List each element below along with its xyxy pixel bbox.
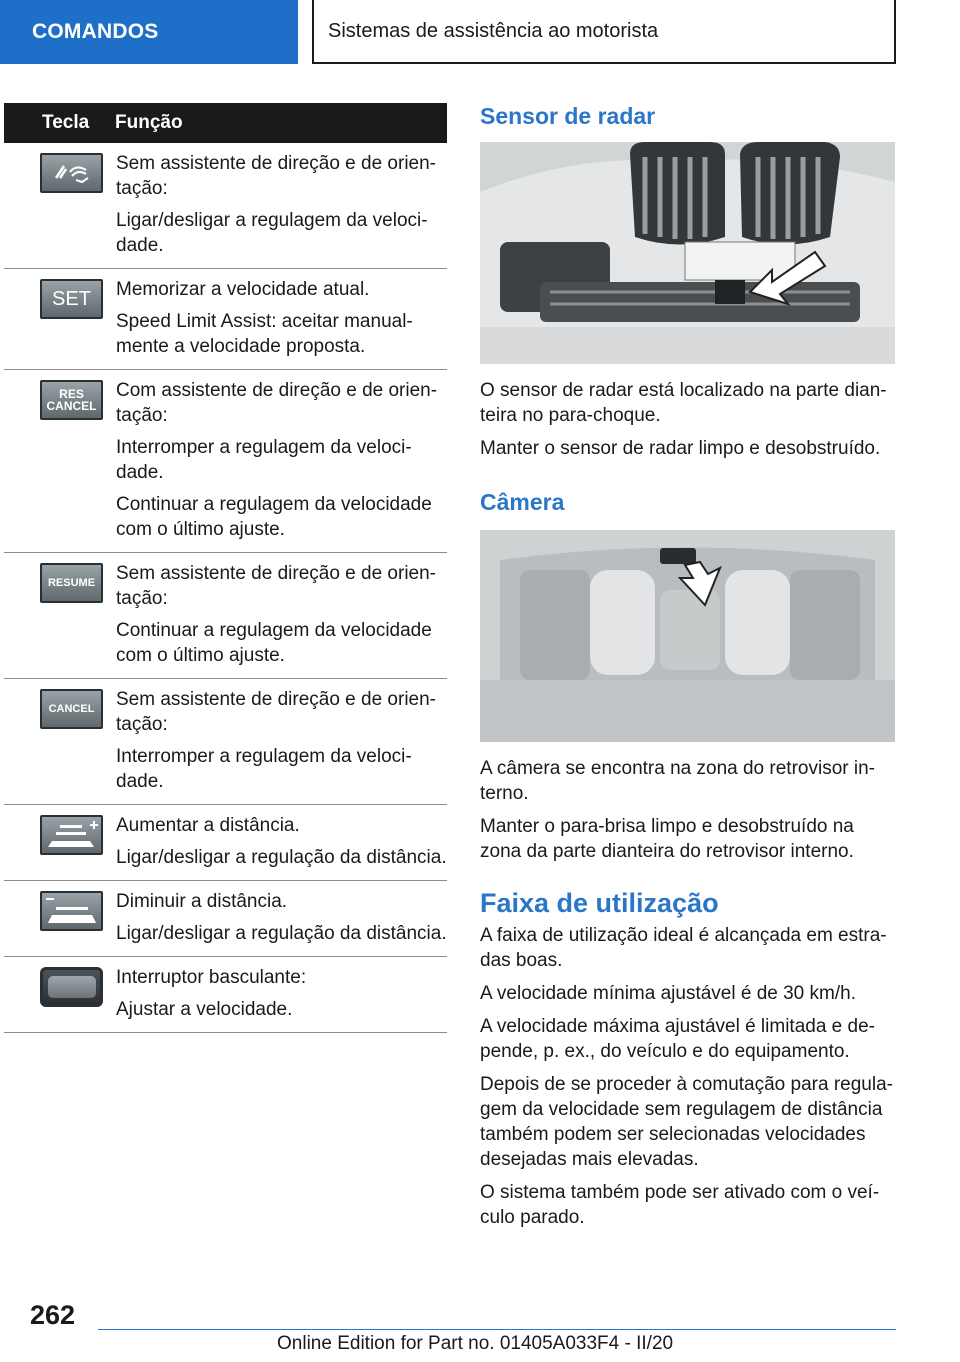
table-row: [4, 881, 447, 957]
distance-increase-icon: [40, 815, 103, 855]
distance-decrease-icon: [40, 891, 103, 931]
row-text: Diminuir a distância.: [116, 891, 288, 912]
cancel-label: CANCEL: [46, 399, 97, 413]
set-button: SET: [40, 279, 103, 319]
table-row: [4, 957, 447, 1033]
radar-paragraph-2: Manter o sensor de radar limpo e desobstruído.: [480, 438, 881, 459]
right-column: [480, 103, 896, 1238]
row-text: Interromper a regulagem da veloci-dade.: [116, 746, 412, 792]
table-row: [4, 370, 447, 553]
row-text: Interromper a regulagem da veloci-dade.: [116, 437, 412, 483]
page-number: 262: [30, 1300, 76, 1330]
row-text: Sem assistente de direção e de orien-tação:: [116, 689, 437, 735]
camera-paragraph-2: Manter o para-brisa limpo e desobstruído na zona da parte dianteira do retrovisor interno.: [480, 816, 854, 862]
row-text: Sem assistente de direção e de orien-tação:: [116, 153, 437, 199]
camera-paragraph-1: A câmera se encontra na zona do retrovisor in-terno.: [480, 758, 875, 804]
col-function-header: Função: [115, 112, 183, 133]
key-function-table: [4, 103, 447, 1033]
radar-paragraph-1: O sensor de radar está localizado na parte dian-teira no para-choque.: [480, 380, 887, 426]
range-heading: Faixa de utilização: [480, 888, 719, 918]
row-text: Continuar a regulagem da velocidade com o último ajuste.: [116, 620, 432, 666]
range-paragraph-1: A faixa de utilização ideal é alcançada em estra-das boas.: [480, 925, 887, 971]
table-row: [4, 143, 447, 269]
row-text: Ajustar a velocidade.: [116, 999, 293, 1020]
res-cancel-button: [40, 380, 103, 420]
table-row: [4, 679, 447, 805]
footer-divider: [98, 1329, 896, 1330]
camera-image: [480, 530, 895, 742]
camera-heading: Câmera: [480, 489, 565, 515]
row-text: Aumentar a distância.: [116, 815, 300, 836]
resume-button: RESUME: [40, 563, 103, 603]
row-text: Ligar/desligar a regulação da distância.: [116, 923, 447, 944]
range-paragraph-2: A velocidade mínima ajustável é de 30 km/h.: [480, 983, 856, 1004]
radar-sensor-image: [480, 142, 895, 364]
range-paragraph-3: A velocidade máxima ajustável é limitada e de-pende, p. ex., do veículo e do equipamento.: [480, 1016, 875, 1062]
row-text: Ligar/desligar a regulação da distância.: [116, 847, 447, 868]
table-row: [4, 553, 447, 679]
table-row: [4, 805, 447, 881]
row-text: Continuar a regulagem da velocidade com o último ajuste.: [116, 494, 432, 540]
steering-assist-icon: [40, 153, 103, 193]
row-text: Interruptor basculante:: [116, 967, 307, 988]
range-paragraph-4: Depois de se proceder à comutação para regula-gem da velocidade sem regulagem de distância também podem ser selecionadas velocidades desejadas mais elevadas.: [480, 1074, 893, 1170]
radar-heading: Sensor de radar: [480, 103, 656, 129]
row-text: Speed Limit Assist: aceitar manual-mente a velocidade proposta.: [116, 311, 413, 357]
col-key-header: Tecla: [42, 112, 90, 133]
cancel-button: CANCEL: [40, 689, 103, 729]
table-header: [4, 103, 447, 143]
section-tab: COMANDOS: [0, 0, 298, 64]
row-text: Sem assistente de direção e de orien-tação:: [116, 563, 437, 609]
chapter-title: Sistemas de assistência ao motorista: [312, 0, 896, 64]
edition-text: Online Edition for Part no. 01405A033F4 - II/20: [277, 1333, 674, 1354]
range-paragraph-5: O sistema também pode ser ativado com o veí-culo parado.: [480, 1182, 880, 1228]
row-text: Ligar/desligar a regulagem da veloci-dade.: [116, 210, 428, 256]
row-text: Com assistente de direção e de orien-tação:: [116, 380, 438, 426]
table-row: [4, 269, 447, 370]
row-text: Memorizar a velocidade atual.: [116, 279, 370, 300]
rocker-switch-icon: [40, 967, 103, 1007]
res-label: RES: [59, 387, 84, 401]
